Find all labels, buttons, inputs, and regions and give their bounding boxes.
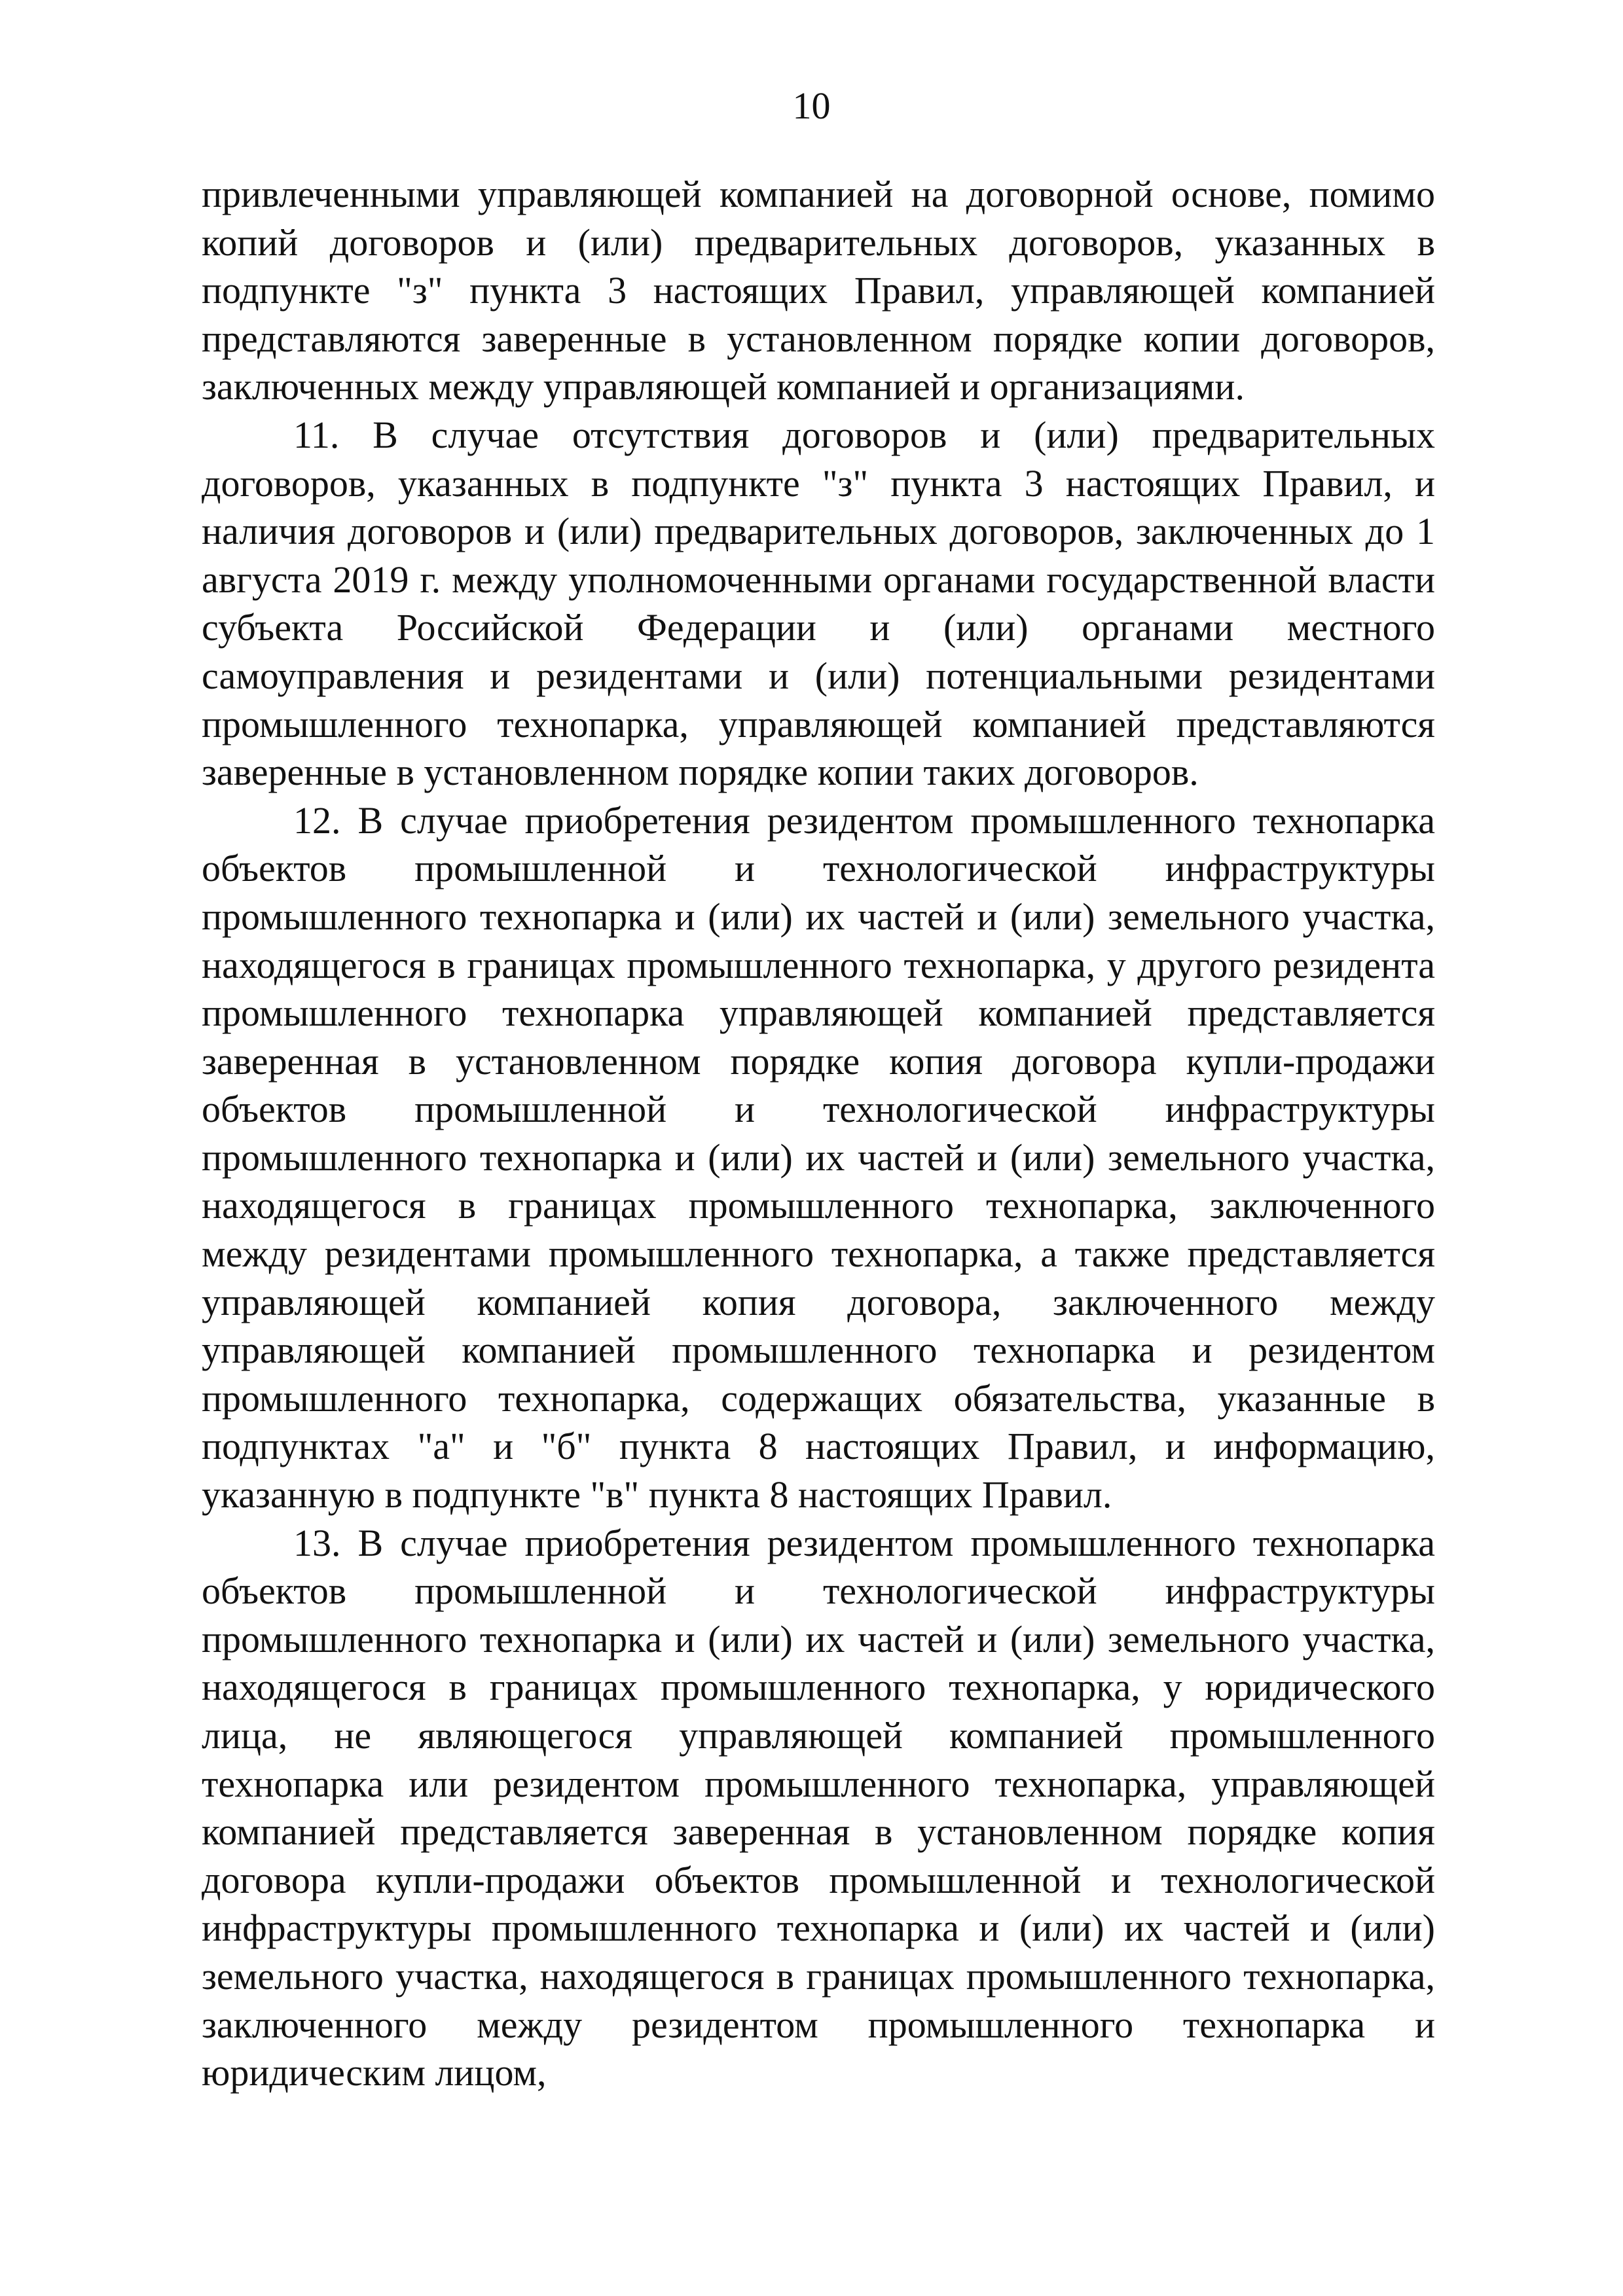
document-body (202, 170, 1435, 2097)
page-number: 10 (792, 84, 831, 127)
paragraph-13: 13. В случае приобретения резидентом промышленного технопарка объектов промышленной и технологической инфраструктуры промышленного технопарка и (или) их частей и (или) земельного участка, находящегося в границах промышленного технопарка, у юридического лица, не являющегося управляющей компанией промышленного технопарка или резидентом промышленного технопарка, управляющей компанией представляется заверенная в установленном порядке копия договора купли-продажи объектов промышленной и технологической инфраструктуры промышленного технопарка и (или) их частей и (или) земельного участка, находящегося в границах промышленного технопарка, заключенного между резидентом промышленного технопарка и юридическим лицом, (202, 1521, 1435, 2094)
paragraph-continuation: привлеченными управляющей компанией на договорной основе, помимо копий договоров и (или) предварительных договоров, указанных в подпункте "з" пункта 3 настоящих Правил, управляющей компанией представляются заверенные в установленном порядке копии договоров, заключенных между управляющей компанией и организациями. (202, 173, 1435, 408)
paragraph-11: 11. В случае отсутствия договоров и (или) предварительных договоров, указанных в подпункте "з" пункта 3 настоящих Правил, и наличия договоров и (или) предварительных договоров, заключенных до 1 августа 2019 г. между уполномоченными органами государственной власти субъекта Российской Федерации и (или) органами местного самоуправления и резидентами и (или) потенциальными резидентами промышленного технопарка, управляющей компанией представляются заверенные в установленном порядке копии таких договоров. (202, 413, 1435, 794)
paragraph-12: 12. В случае приобретения резидентом промышленного технопарка объектов промышленной и технологической инфраструктуры промышленного технопарка и (или) их частей и (или) земельного участка, находящегося в границах промышленного технопарка, у другого резидента промышленного технопарка управляющей компанией представляется заверенная в установленном порядке копия договора купли-продажи объектов промышленной и технологической инфраструктуры промышленного технопарка и (или) их частей и (или) земельного участка, находящегося в границах промышленного технопарка, заключенного между резидентами промышленного технопарка, а также представляется управляющей компанией копия договора, заключенного между управляющей компанией промышленного технопарка и резидентом промышленного технопарка, содержащих обязательства, указанные в подпунктах "а" и "б" пункта 8 настоящих Правил, и информацию, указанную в подпункте "в" пункта 8 настоящих Правил. (202, 798, 1435, 1516)
